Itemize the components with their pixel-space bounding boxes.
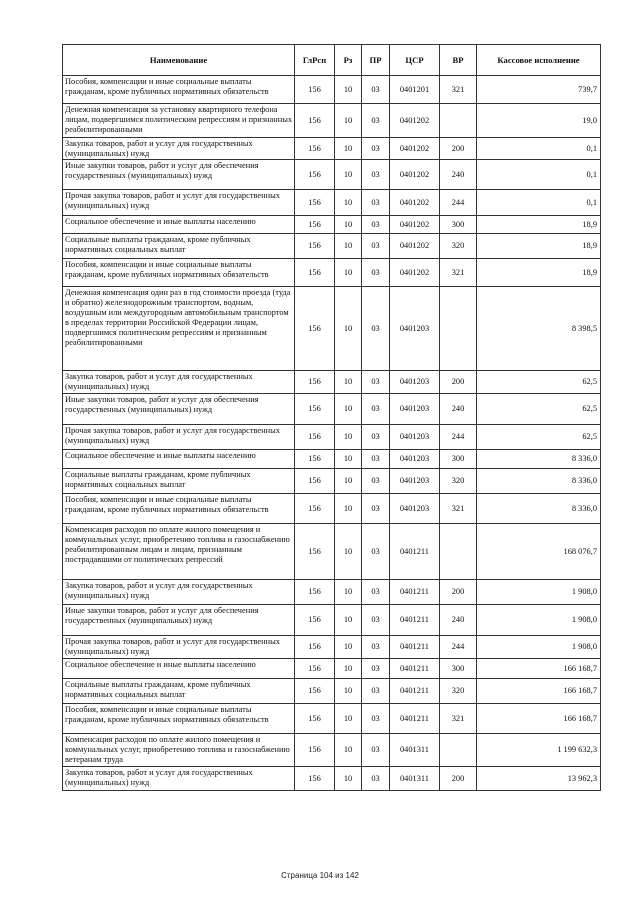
- row-rz: 10: [335, 679, 362, 704]
- row-pr: 03: [362, 704, 390, 734]
- row-csr: 0401202: [390, 138, 440, 160]
- row-name: Закупка товаров, работ и услуг для государственных (муниципальных) нужд: [63, 138, 295, 160]
- row-csr: 0401202: [390, 160, 440, 190]
- row-csr: 0401203: [390, 469, 440, 494]
- row-amount: 1 199 632,3: [477, 734, 601, 767]
- row-vr: 200: [440, 138, 477, 160]
- row-pr: 03: [362, 767, 390, 791]
- row-rz: 10: [335, 190, 362, 216]
- row-pr: 03: [362, 679, 390, 704]
- row-amount: 166 168,7: [477, 679, 601, 704]
- row-glrsp: 156: [295, 216, 335, 234]
- row-amount: 8 398,5: [477, 287, 601, 371]
- table-row: [63, 425, 601, 450]
- row-vr: 321: [440, 259, 477, 287]
- row-glrsp: 156: [295, 659, 335, 679]
- row-glrsp: 156: [295, 469, 335, 494]
- row-amount: 8 336,0: [477, 469, 601, 494]
- row-csr: 0401311: [390, 767, 440, 791]
- row-vr: 320: [440, 469, 477, 494]
- row-pr: 03: [362, 659, 390, 679]
- row-name: Компенсация расходов по оплате жилого помещения и коммунальных услуг, приобретению топлива и газоснабжению реабилитированным лицам и лицам, признанным пострадавшими от политических репрессий: [63, 524, 295, 580]
- row-vr: 200: [440, 580, 477, 605]
- row-rz: 10: [335, 494, 362, 524]
- row-pr: 03: [362, 160, 390, 190]
- row-pr: 03: [362, 469, 390, 494]
- row-glrsp: 156: [295, 425, 335, 450]
- row-pr: 03: [362, 494, 390, 524]
- row-csr: 0401203: [390, 494, 440, 524]
- row-glrsp: 156: [295, 450, 335, 469]
- header-csr: ЦСР: [390, 45, 440, 76]
- row-csr: 0401202: [390, 216, 440, 234]
- budget-table: [62, 44, 601, 791]
- header-pr: ПР: [362, 45, 390, 76]
- row-glrsp: 156: [295, 160, 335, 190]
- row-amount: 18,9: [477, 234, 601, 259]
- row-glrsp: 156: [295, 494, 335, 524]
- row-vr: 244: [440, 190, 477, 216]
- row-vr: [440, 524, 477, 580]
- row-name: Прочая закупка товаров, работ и услуг для государственных (муниципальных) нужд: [63, 190, 295, 216]
- row-rz: 10: [335, 287, 362, 371]
- row-glrsp: 156: [295, 190, 335, 216]
- row-csr: 0401203: [390, 425, 440, 450]
- row-vr: 240: [440, 605, 477, 636]
- row-vr: 240: [440, 160, 477, 190]
- row-pr: 03: [362, 190, 390, 216]
- row-amount: 18,9: [477, 216, 601, 234]
- row-rz: 10: [335, 160, 362, 190]
- row-csr: 0401201: [390, 76, 440, 104]
- row-pr: 03: [362, 734, 390, 767]
- row-amount: 18,9: [477, 259, 601, 287]
- row-csr: 0401311: [390, 734, 440, 767]
- row-name: Социальное обеспечение и иные выплаты населению: [63, 450, 295, 469]
- row-rz: 10: [335, 450, 362, 469]
- row-vr: 321: [440, 704, 477, 734]
- row-vr: [440, 287, 477, 371]
- row-glrsp: 156: [295, 704, 335, 734]
- table-row: [63, 371, 601, 394]
- row-rz: 10: [335, 524, 362, 580]
- page-number: Страница 104 из 142: [281, 871, 359, 880]
- row-amount: 166 168,7: [477, 659, 601, 679]
- row-rz: 10: [335, 425, 362, 450]
- row-rz: 10: [335, 76, 362, 104]
- row-rz: 10: [335, 104, 362, 138]
- header-rz: Рз: [335, 45, 362, 76]
- row-glrsp: 156: [295, 394, 335, 425]
- row-rz: 10: [335, 394, 362, 425]
- row-name: Социальные выплаты гражданам, кроме публичных нормативных социальных выплат: [63, 234, 295, 259]
- row-vr: [440, 104, 477, 138]
- row-name: Прочая закупка товаров, работ и услуг для государственных (муниципальных) нужд: [63, 425, 295, 450]
- table-row: [63, 605, 601, 636]
- header-glrsp: ГлРсп: [295, 45, 335, 76]
- row-amount: 0,1: [477, 160, 601, 190]
- row-rz: 10: [335, 580, 362, 605]
- row-csr: 0401203: [390, 287, 440, 371]
- table-row: [63, 216, 601, 234]
- table-row: [63, 636, 601, 659]
- table-row: [63, 104, 601, 138]
- row-pr: 03: [362, 287, 390, 371]
- row-csr: 0401203: [390, 450, 440, 469]
- row-glrsp: 156: [295, 679, 335, 704]
- row-pr: 03: [362, 636, 390, 659]
- row-amount: 739,7: [477, 76, 601, 104]
- row-name: Иные закупки товаров, работ и услуг для обеспечения государственных (муниципальных) нужд: [63, 394, 295, 425]
- row-rz: 10: [335, 234, 362, 259]
- row-amount: 62,5: [477, 394, 601, 425]
- row-pr: 03: [362, 580, 390, 605]
- row-amount: 1 908,0: [477, 580, 601, 605]
- row-name: Социальное обеспечение и иные выплаты населению: [63, 216, 295, 234]
- row-pr: 03: [362, 605, 390, 636]
- row-glrsp: 156: [295, 138, 335, 160]
- row-pr: 03: [362, 104, 390, 138]
- table-row: [63, 160, 601, 190]
- row-amount: 8 336,0: [477, 494, 601, 524]
- table-row: [63, 259, 601, 287]
- table-row: [63, 734, 601, 767]
- row-glrsp: 156: [295, 104, 335, 138]
- row-name: Социальное обеспечение и иные выплаты населению: [63, 659, 295, 679]
- table-row: [63, 679, 601, 704]
- row-glrsp: 156: [295, 259, 335, 287]
- row-rz: 10: [335, 636, 362, 659]
- row-rz: 10: [335, 138, 362, 160]
- row-vr: 300: [440, 659, 477, 679]
- row-glrsp: 156: [295, 76, 335, 104]
- row-vr: 244: [440, 425, 477, 450]
- row-pr: 03: [362, 394, 390, 425]
- row-glrsp: 156: [295, 580, 335, 605]
- row-vr: 300: [440, 450, 477, 469]
- row-glrsp: 156: [295, 636, 335, 659]
- table-row: [63, 287, 601, 371]
- row-pr: 03: [362, 425, 390, 450]
- row-amount: 1 908,0: [477, 605, 601, 636]
- row-glrsp: 156: [295, 767, 335, 791]
- row-pr: 03: [362, 138, 390, 160]
- row-name: Денежная компенсация за установку квартирного телефона лицам, подвергшимся политическим репрессиям и признанных реабилитированными: [63, 104, 295, 138]
- row-csr: 0401211: [390, 636, 440, 659]
- table-row: [63, 394, 601, 425]
- row-amount: 166 168,7: [477, 704, 601, 734]
- row-name: Компенсация расходов по оплате жилого помещения и коммунальных услуг, приобретению топлива и газоснабжению ветеранам труда: [63, 734, 295, 767]
- row-vr: 300: [440, 216, 477, 234]
- header-vr: ВР: [440, 45, 477, 76]
- row-amount: 168 076,7: [477, 524, 601, 580]
- row-csr: 0401211: [390, 679, 440, 704]
- table-row: [63, 767, 601, 791]
- row-name: Закупка товаров, работ и услуг для государственных (муниципальных) нужд: [63, 767, 295, 791]
- row-amount: 8 336,0: [477, 450, 601, 469]
- row-name: Закупка товаров, работ и услуг для государственных (муниципальных) нужд: [63, 371, 295, 394]
- row-name: Пособия, компенсации и иные социальные выплаты гражданам, кроме публичных нормативных обязательств: [63, 259, 295, 287]
- row-glrsp: 156: [295, 524, 335, 580]
- row-csr: 0401203: [390, 371, 440, 394]
- row-rz: 10: [335, 469, 362, 494]
- row-vr: 200: [440, 371, 477, 394]
- row-name: Социальные выплаты гражданам, кроме публичных нормативных социальных выплат: [63, 679, 295, 704]
- row-rz: 10: [335, 734, 362, 767]
- row-vr: 244: [440, 636, 477, 659]
- row-rz: 10: [335, 259, 362, 287]
- row-glrsp: 156: [295, 234, 335, 259]
- row-pr: 03: [362, 371, 390, 394]
- row-pr: 03: [362, 524, 390, 580]
- row-vr: 200: [440, 767, 477, 791]
- row-vr: 240: [440, 394, 477, 425]
- row-csr: 0401202: [390, 234, 440, 259]
- row-amount: 62,5: [477, 425, 601, 450]
- row-rz: 10: [335, 659, 362, 679]
- row-name: Иные закупки товаров, работ и услуг для обеспечения государственных (муниципальных) нужд: [63, 160, 295, 190]
- row-amount: 1 908,0: [477, 636, 601, 659]
- row-vr: [440, 734, 477, 767]
- row-csr: 0401202: [390, 190, 440, 216]
- row-rz: 10: [335, 704, 362, 734]
- row-vr: 320: [440, 234, 477, 259]
- row-glrsp: 156: [295, 371, 335, 394]
- table-row: [63, 450, 601, 469]
- row-name: Пособия, компенсации и иные социальные выплаты гражданам, кроме публичных нормативных обязательств: [63, 76, 295, 104]
- table-row: [63, 234, 601, 259]
- row-name: Пособия, компенсации и иные социальные выплаты гражданам, кроме публичных нормативных обязательств: [63, 494, 295, 524]
- row-pr: 03: [362, 76, 390, 104]
- row-name: Социальные выплаты гражданам, кроме публичных нормативных социальных выплат: [63, 469, 295, 494]
- table-row: [63, 580, 601, 605]
- row-amount: 0,1: [477, 190, 601, 216]
- row-name: Прочая закупка товаров, работ и услуг для государственных (муниципальных) нужд: [63, 636, 295, 659]
- row-rz: 10: [335, 605, 362, 636]
- row-name: Пособия, компенсации и иные социальные выплаты гражданам, кроме публичных нормативных обязательств: [63, 704, 295, 734]
- row-glrsp: 156: [295, 287, 335, 371]
- row-pr: 03: [362, 234, 390, 259]
- table-row: [63, 469, 601, 494]
- row-csr: 0401211: [390, 524, 440, 580]
- row-name: Иные закупки товаров, работ и услуг для обеспечения государственных (муниципальных) нужд: [63, 605, 295, 636]
- row-pr: 03: [362, 259, 390, 287]
- row-amount: 0,1: [477, 138, 601, 160]
- row-csr: 0401202: [390, 259, 440, 287]
- table-row: [63, 704, 601, 734]
- table-row: [63, 494, 601, 524]
- row-rz: 10: [335, 371, 362, 394]
- row-pr: 03: [362, 216, 390, 234]
- row-glrsp: 156: [295, 734, 335, 767]
- row-vr: 321: [440, 494, 477, 524]
- row-csr: 0401211: [390, 605, 440, 636]
- row-rz: 10: [335, 216, 362, 234]
- row-glrsp: 156: [295, 605, 335, 636]
- row-rz: 10: [335, 767, 362, 791]
- table-header-row: [63, 45, 601, 76]
- row-csr: 0401202: [390, 104, 440, 138]
- table-row: [63, 190, 601, 216]
- row-csr: 0401211: [390, 704, 440, 734]
- table-row: [63, 659, 601, 679]
- row-name: Денежная компенсация один раз в год стоимости проезда (туда и обратно) железнодорожным транспортом, водным, воздушным или междугородным автомобильным транспортом в пределах территории Российской Федерации лицам, подвергшимся политическим репрессиям и признанным реабилитированными: [63, 287, 295, 371]
- row-csr: 0401203: [390, 394, 440, 425]
- table-row: [63, 138, 601, 160]
- row-vr: 321: [440, 76, 477, 104]
- row-csr: 0401211: [390, 659, 440, 679]
- row-csr: 0401211: [390, 580, 440, 605]
- row-amount: 19,0: [477, 104, 601, 138]
- header-amount: Кассовое исполнение: [477, 45, 601, 76]
- row-name: Закупка товаров, работ и услуг для государственных (муниципальных) нужд: [63, 580, 295, 605]
- table-row: [63, 524, 601, 580]
- table-row: [63, 76, 601, 104]
- row-pr: 03: [362, 450, 390, 469]
- header-name: Наименование: [63, 45, 295, 76]
- row-amount: 13 962,3: [477, 767, 601, 791]
- row-amount: 62,5: [477, 371, 601, 394]
- row-vr: 320: [440, 679, 477, 704]
